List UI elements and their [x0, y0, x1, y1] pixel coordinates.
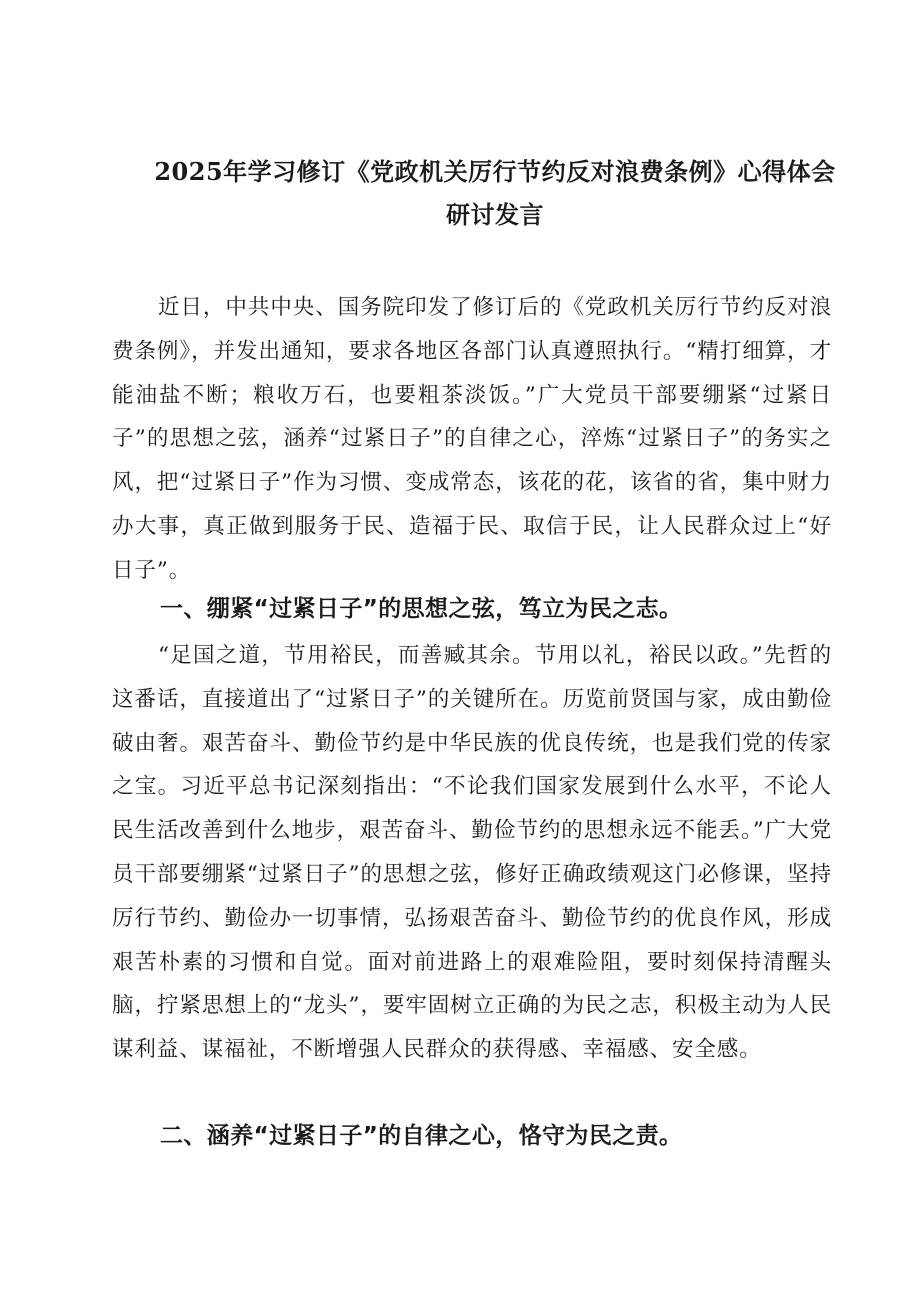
section-heading-1: 一、绷紧“过紧日子”的思想之弦，笃立为民之志。	[160, 596, 683, 622]
section-heading-2: 二、涵养“过紧日子”的自律之心，恪守为民之责。	[160, 1123, 683, 1149]
section-1-paragraph: “足国之道，节用裕民，而善臧其余。节用以礼，裕民以政。”先哲的这番话，直接道出了“过紧日子”的关键所在。历览前贤国与家，成由勤俭破由奢。艰苦奋斗、勤俭节约是中华民族的优良传统，也是我们党的传家之宝。习近平总书记深刻指出：“不论我们国家发展到什么水平，不论人民生活改善到什么地步，艰苦奋斗、勤俭节约的思想永远不能丢。”广大党员干部要绷紧“过紧日子”的思想之弦，修好正确政绩观这门必修课，坚持厉行节约、勤俭办一切事情，弘扬艰苦奋斗、勤俭节约的优良作风，形成艰苦朴素的习惯和自觉。面对前进路上的艰难险阻，要时刻保持清醒头脑，拧紧思想上的“龙头”，要牢固树立正确的为民之志，积极主动为人民谋利益、谋福祉，不断增强人民群众的获得感、幸福感、安全感。	[112, 643, 832, 1063]
document-title-line1: 2025年学习修订《党政机关厉行节约反对浪费条例》心得体会	[154, 157, 836, 186]
document-title-line2: 研讨发言	[446, 200, 544, 229]
intro-paragraph: 近日，中共中央、国务院印发了修订后的《党政机关厉行节约反对浪费条例》，并发出通知，要求各地区各部门认真遵照执行。“精打细算，才能油盐不断；粮收万石，也要粗茶淡饭。”广大党员干部要绷紧“过紧日子”的思想之弦，涵养“过紧日子”的自律之心，淬炼“过紧日子”的务实之风，把“过紧日子”作为习惯、变成常态，该花的花，该省的省，集中财力办大事，真正做到服务于民、造福于民、取信于民，让人民群众过上“好日子”。	[112, 295, 832, 583]
